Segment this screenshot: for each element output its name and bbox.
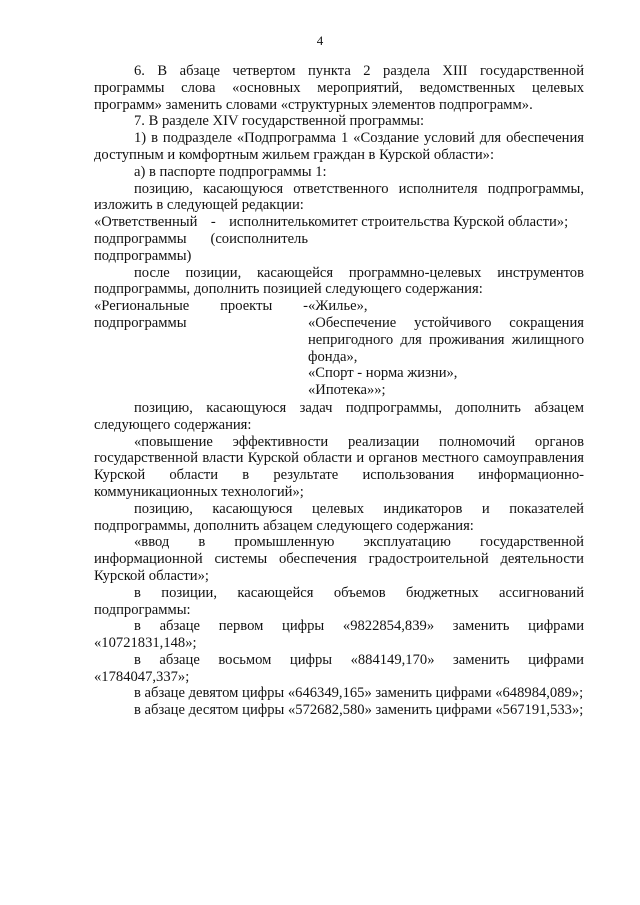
- paragraph-responsible: позицию, касающуюся ответственного исполнителя подпрограммы, изложить в следующей редакции:: [94, 180, 584, 214]
- paragraph-indicators: позицию, касающуюся целевых индикаторов и показателей подпрограммы, дополнить абзацем следующего содержания:: [94, 500, 584, 534]
- paragraph-budget-9: в абзаце девятом цифры «646349,165» заменить цифрами «648984,089»;: [134, 685, 584, 702]
- paragraph-budget-1: в абзаце первом цифры «9822854,839» заменить цифрами «10721831,148»;: [94, 618, 584, 652]
- paragraph-item-6: 6. В абзаце четвертом пункта 2 раздела XIII государственной программы слова «основных мероприятий, ведомственных целевых программ» заменить словами «структурных элементов подпрограмм».: [94, 63, 584, 113]
- regional-project-item: «Спорт - норма жизни»,: [308, 365, 458, 382]
- paragraph-subsection-1: 1) в подразделе «Подпрограмма 1 «Создание условий для обеспечения доступным и комфортным жильем граждан в Курской области»:: [94, 130, 584, 163]
- regional-project-item: «Жилье»,: [308, 298, 368, 315]
- regional-project-item: «Обеспечение устойчивого сокращения непригодного для проживания жилищного фонда»,: [308, 314, 584, 365]
- paragraph-budget-8: в абзаце восьмом цифры «884149,170» заменить цифрами «1784047,337»;: [94, 651, 584, 685]
- paragraph-tasks-quote: «повышение эффективности реализации полномочий органов государственной власти Курской области и органов местного самоуправления Курской области в результате использования информационно-коммуникационных технологий»;: [94, 433, 584, 500]
- paragraph-passport: а) в паспорте подпрограммы 1:: [134, 163, 327, 180]
- paragraph-after-position: после позиции, касающейся программно-целевых инструментов подпрограммы, дополнить позицией следующего содержания:: [94, 264, 584, 298]
- paragraph-budget: в позиции, касающейся объемов бюджетных ассигнований подпрограммы:: [94, 584, 584, 618]
- regional-projects-block: [94, 298, 584, 399]
- regional-projects-list: [308, 298, 584, 399]
- responsible-executor-value: комитет строительства Курской области»;: [308, 214, 569, 231]
- regional-project-item: «Ипотека»»;: [308, 382, 386, 399]
- document-body: [94, 63, 584, 719]
- regional-projects-label: «Региональные проекты - подпрограммы: [94, 298, 308, 331]
- paragraph-budget-10: в абзаце десятом цифры «572682,580» заменить цифрами «567191,533»;: [134, 702, 584, 719]
- paragraph-tasks: позицию, касающуюся задач подпрограммы, дополнить абзацем следующего содержания:: [94, 399, 584, 433]
- paragraph-indicators-quote: «ввод в промышленную эксплуатацию государственной информационной системы обеспечения градостроительной деятельности Курской области»;: [94, 534, 584, 584]
- paragraph-item-7: 7. В разделе XIV государственной программы:: [134, 113, 425, 130]
- responsible-executor-label: «Ответственный - исполнитель подпрограммы (соисполнитель подпрограммы): [94, 214, 308, 264]
- page-number: 4: [316, 33, 324, 48]
- responsible-executor-block: [94, 214, 584, 264]
